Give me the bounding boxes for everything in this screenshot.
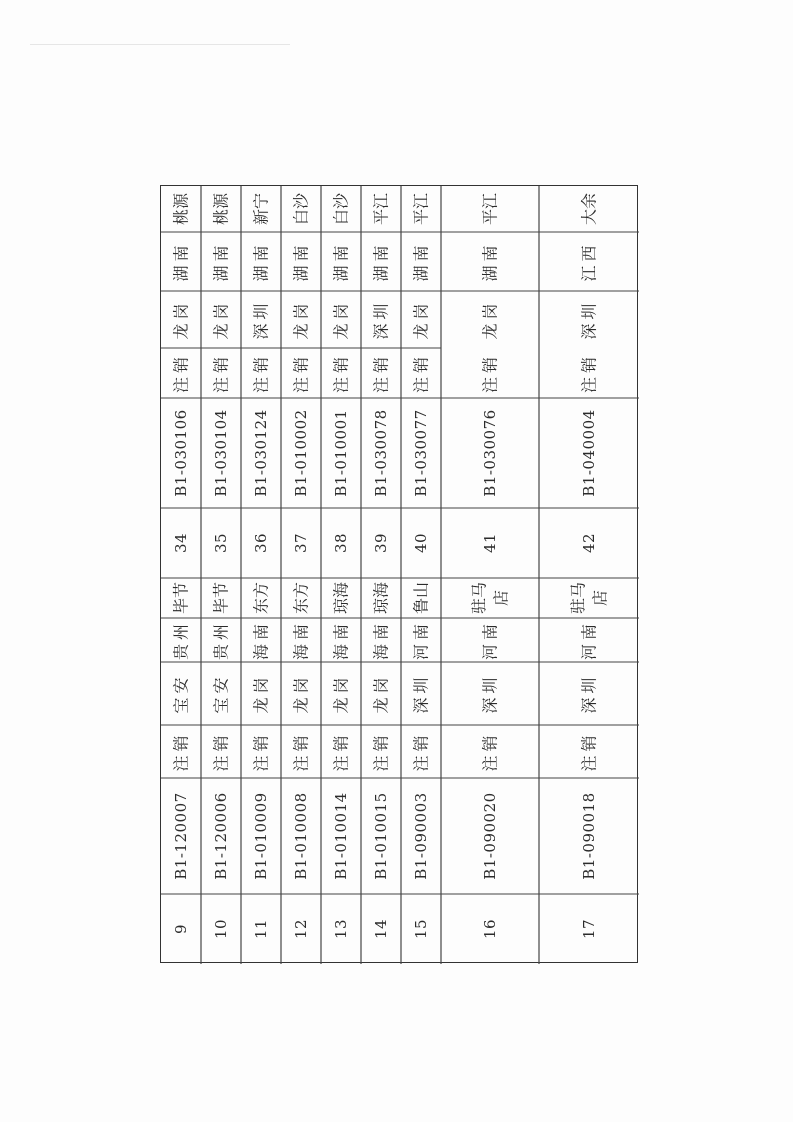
table-cell-left-city <box>470 582 511 614</box>
cell-text: 白沙 <box>331 192 351 226</box>
cell-text: 深圳 <box>579 673 599 714</box>
table-cell-left-code <box>372 792 390 879</box>
cell-text: 13 <box>332 918 350 940</box>
cell-text: 海南 <box>291 619 311 661</box>
cell-text: 注销 <box>579 731 599 772</box>
table-cell-right-no <box>172 533 190 553</box>
table-cell-right-district <box>580 299 599 339</box>
cell-text: 10 <box>212 918 230 940</box>
cell-text: 38 <box>332 532 350 554</box>
cell-text: 注销 <box>291 731 311 772</box>
cell-text: 注销 <box>251 352 271 394</box>
table-cell-right-province <box>372 241 391 281</box>
table-cell-left-status <box>252 731 271 771</box>
cell-text: 湖南 <box>411 241 431 282</box>
table-cell-left-no <box>292 919 310 939</box>
cell-text: B1-040004 <box>580 409 598 497</box>
cell-text: 白沙 <box>291 192 311 226</box>
cell-text: 深圳 <box>411 673 431 714</box>
rotated-registry-table <box>160 185 638 963</box>
cell-text: 新宁 <box>251 192 271 226</box>
cell-text: 驻马 <box>469 581 489 615</box>
cell-text: 龙岗 <box>480 299 500 340</box>
table-cell-left-province <box>412 620 431 660</box>
table-cell-left-status <box>580 731 599 771</box>
cell-text: 湖南 <box>331 241 351 282</box>
table-cell-left-code <box>292 792 310 879</box>
table-cell-left-no <box>372 919 390 939</box>
cell-text: B1-010002 <box>292 409 310 497</box>
cell-text: 注销 <box>171 352 191 394</box>
table-cell-right-no <box>580 533 598 553</box>
cell-text: 湖南 <box>480 241 500 282</box>
cell-text: 龙岗 <box>291 299 311 340</box>
table-cell-right-district <box>252 299 271 339</box>
table-cell-right-city <box>372 193 391 225</box>
cell-text: 东方 <box>251 581 271 615</box>
cell-text: 37 <box>292 532 310 554</box>
cell-text: 深圳 <box>371 299 391 340</box>
cell-text: 平江 <box>411 192 431 226</box>
cell-text: 店 <box>590 589 610 607</box>
table-cell-left-province <box>332 620 351 660</box>
cell-text: B1-010001 <box>332 409 350 497</box>
cell-text: 15 <box>412 918 430 940</box>
table-cell-right-code <box>580 409 598 496</box>
cell-text: 毕节 <box>171 581 191 615</box>
table-cell-left-no <box>580 919 598 939</box>
cell-text: B1-120006 <box>212 792 230 880</box>
table-cell-left-city <box>569 582 610 614</box>
table-cell-right-no <box>252 533 270 553</box>
table-cell-right-district <box>212 299 231 339</box>
table-cell-right-province <box>252 241 271 281</box>
cell-text: B1-030077 <box>412 409 430 497</box>
table-cell-right-province <box>212 241 231 281</box>
cell-text: 14 <box>372 918 390 940</box>
cell-text: 龙岗 <box>251 673 271 714</box>
table-cell-left-status <box>292 731 311 771</box>
cell-text: 宝安 <box>171 673 191 714</box>
cell-text: 12 <box>292 918 310 940</box>
cell-text: 注销 <box>251 731 271 772</box>
cell-text: B1-090018 <box>580 792 598 880</box>
cell-text: B1-030078 <box>372 409 390 497</box>
table-cell-right-status <box>252 353 271 393</box>
table-cell-right-district <box>172 299 191 339</box>
cell-text: 海南 <box>371 619 391 661</box>
table-cell-right-province <box>481 241 500 281</box>
cell-text: B1-010014 <box>332 792 350 880</box>
table-cell-right-status <box>292 353 311 393</box>
cell-text: 41 <box>481 532 499 554</box>
cell-text: 39 <box>372 532 390 554</box>
cell-text: 鲁山 <box>411 581 431 615</box>
cell-text: 龙岗 <box>371 673 391 714</box>
scan-artifact-line <box>30 44 290 45</box>
table-cell-right-province <box>292 241 311 281</box>
table-cell-left-district <box>580 673 599 713</box>
table-cell-left-province <box>292 620 311 660</box>
table-cell-right-city <box>172 192 191 225</box>
table-cell-left-code <box>580 792 598 879</box>
table-cell-right-no <box>481 533 499 553</box>
table-cell-left-district <box>212 673 231 713</box>
cell-text: 琼海 <box>331 581 351 615</box>
cell-text: 龙岗 <box>411 299 431 340</box>
cell-text: 宝安 <box>211 673 231 714</box>
cell-text: 注销 <box>291 352 311 394</box>
table-cell-left-no <box>412 919 430 939</box>
table-cell-left-code <box>481 792 499 879</box>
table-cell-left-status <box>332 731 351 771</box>
table-cell-right-code <box>332 409 350 496</box>
table-cell-left-district <box>252 673 271 713</box>
cell-text: 注销 <box>331 352 351 394</box>
table-cell-right-no <box>372 533 390 553</box>
cell-text: 9 <box>172 923 190 935</box>
cell-text: 龙岗 <box>291 673 311 714</box>
cell-text: 36 <box>252 532 270 554</box>
table-cell-left-province <box>212 620 231 660</box>
cell-text: 海南 <box>331 619 351 661</box>
table-cell-left-no <box>172 924 190 934</box>
cell-text: B1-120007 <box>172 792 190 880</box>
table-cell-left-city <box>292 582 311 614</box>
table-cell-left-province <box>580 620 599 660</box>
table-cell-left-code <box>212 792 230 879</box>
table-cell-right-no <box>292 533 310 553</box>
table-cell-right-code <box>372 409 390 496</box>
cell-text: 贵州 <box>171 619 191 661</box>
cell-text: 毕节 <box>211 581 231 615</box>
cell-text: B1-030076 <box>481 409 499 497</box>
table-cell-left-city <box>372 582 391 614</box>
table-cell-right-city <box>412 193 431 225</box>
cell-text: 17 <box>580 918 598 940</box>
table-cell-left-province <box>172 620 191 660</box>
table-cell-left-district <box>481 673 500 713</box>
cell-text: B1-030106 <box>172 409 190 497</box>
table-cell-right-no <box>212 533 230 553</box>
table-cell-left-province <box>252 620 271 660</box>
cell-text: 注销 <box>411 731 431 772</box>
table-cell-right-city <box>332 192 351 225</box>
cell-text: 16 <box>481 918 499 940</box>
cell-text: 龙岗 <box>331 299 351 340</box>
cell-text: 河南 <box>579 619 599 661</box>
table-cell-right-district <box>332 299 351 339</box>
table-cell-right-no <box>412 533 430 553</box>
cell-text: B1-030124 <box>252 409 270 497</box>
table-cell-right-district <box>372 299 391 339</box>
cell-text: B1-030104 <box>212 409 230 497</box>
table-grid <box>161 186 639 964</box>
cell-text: 注销 <box>480 731 500 772</box>
cell-text: 注销 <box>211 731 231 772</box>
table-cell-left-city <box>172 582 191 614</box>
cell-text: 40 <box>412 532 430 554</box>
cell-text: 42 <box>580 532 598 554</box>
cell-text: 店 <box>491 589 511 607</box>
table-cell-right-code <box>481 409 499 496</box>
table-cell-left-code <box>172 792 190 879</box>
table-cell-left-district <box>412 673 431 713</box>
table-cell-left-district <box>332 673 351 713</box>
cell-text: 龙岗 <box>331 673 351 714</box>
table-cell-right-code <box>212 409 230 496</box>
cell-text: 湖南 <box>291 241 311 282</box>
table-cell-right-status <box>412 353 431 393</box>
table-cell-right-city <box>212 192 231 225</box>
cell-text: 注销 <box>579 352 599 394</box>
table-cell-left-province <box>372 620 391 660</box>
cell-text: 注销 <box>411 352 431 394</box>
table-cell-left-code <box>332 792 350 879</box>
table-cell-left-status <box>372 731 391 771</box>
cell-text: 注销 <box>211 352 231 394</box>
table-cell-left-province <box>481 620 500 660</box>
table-cell-left-code <box>252 792 270 879</box>
table-cell-left-no <box>332 919 350 939</box>
cell-text: 琼海 <box>371 581 391 615</box>
cell-text: 注销 <box>171 731 191 772</box>
cell-text: 贵州 <box>211 619 231 661</box>
table-cell-left-no <box>481 919 499 939</box>
table-cell-left-status <box>172 731 191 771</box>
cell-text: 注销 <box>371 352 391 394</box>
cell-text: 湖南 <box>371 241 391 282</box>
table-cell-right-status <box>372 353 391 393</box>
cell-text: 湖南 <box>251 241 271 282</box>
cell-text: 龙岗 <box>211 299 231 340</box>
table-cell-right-no <box>332 533 350 553</box>
table-cell-left-no <box>252 919 270 939</box>
table-cell-right-city <box>580 193 599 225</box>
cell-text: 平江 <box>371 192 391 226</box>
table-cell-right-district <box>412 299 431 339</box>
cell-text: 龙岗 <box>171 299 191 340</box>
table-cell-right-code <box>252 409 270 496</box>
cell-text: 湖南 <box>171 241 191 282</box>
cell-text: 34 <box>172 532 190 554</box>
cell-text: 桃源 <box>211 192 231 226</box>
cell-text: 平江 <box>480 192 500 226</box>
table-cell-right-province <box>332 241 351 281</box>
cell-text: 湖南 <box>211 241 231 282</box>
table-cell-right-status <box>212 353 231 393</box>
table-cell-right-city <box>292 192 311 225</box>
cell-text: 东方 <box>291 581 311 615</box>
cell-text: 注销 <box>371 731 391 772</box>
table-cell-left-status <box>212 731 231 771</box>
cell-text: 深圳 <box>579 299 599 340</box>
cell-text: 11 <box>252 918 270 940</box>
cell-text: 驻马 <box>568 581 588 615</box>
table-cell-right-code <box>172 409 190 496</box>
table-cell-left-city <box>252 582 271 614</box>
cell-text: 大余 <box>579 192 599 226</box>
cell-text: 桃源 <box>171 192 191 226</box>
table-cell-right-status <box>332 353 351 393</box>
table-cell-right-province <box>412 241 431 281</box>
table-cell-right-city <box>252 193 271 225</box>
cell-text: B1-010015 <box>372 792 390 880</box>
table-cell-right-province <box>580 241 599 281</box>
table-cell-left-district <box>172 673 191 713</box>
table-cell-left-status <box>412 731 431 771</box>
table-cell-left-city <box>212 582 231 614</box>
table-cell-left-city <box>332 582 351 614</box>
table-cell-right-status <box>481 353 500 393</box>
table-cell-left-code <box>412 792 430 879</box>
table-cell-right-code <box>412 409 430 496</box>
cell-text: B1-090020 <box>481 792 499 880</box>
table-cell-right-province <box>172 241 191 281</box>
cell-text: B1-090003 <box>412 792 430 880</box>
cell-text: B1-010008 <box>292 792 310 880</box>
cell-text: 海南 <box>251 619 271 661</box>
cell-text: 深圳 <box>480 673 500 714</box>
cell-text: 深圳 <box>251 299 271 340</box>
table-cell-right-status <box>172 353 191 393</box>
table-cell-right-city <box>481 193 500 225</box>
cell-text: 江西 <box>579 241 599 282</box>
table-cell-right-district <box>481 299 500 339</box>
table-cell-left-no <box>212 919 230 939</box>
cell-text: 注销 <box>331 731 351 772</box>
cell-text: 河南 <box>411 619 431 661</box>
table-cell-right-district <box>292 299 311 339</box>
table-cell-left-city <box>412 582 431 614</box>
table-cell-left-status <box>481 731 500 771</box>
cell-text: B1-010009 <box>252 792 270 880</box>
cell-text: 注销 <box>480 352 500 394</box>
table-cell-left-district <box>372 673 391 713</box>
cell-text: 35 <box>212 532 230 554</box>
table-cell-right-status <box>580 353 599 393</box>
cell-text: 河南 <box>480 619 500 661</box>
registry-table-svg <box>161 186 639 964</box>
table-cell-left-district <box>292 673 311 713</box>
table-cell-right-code <box>292 409 310 496</box>
